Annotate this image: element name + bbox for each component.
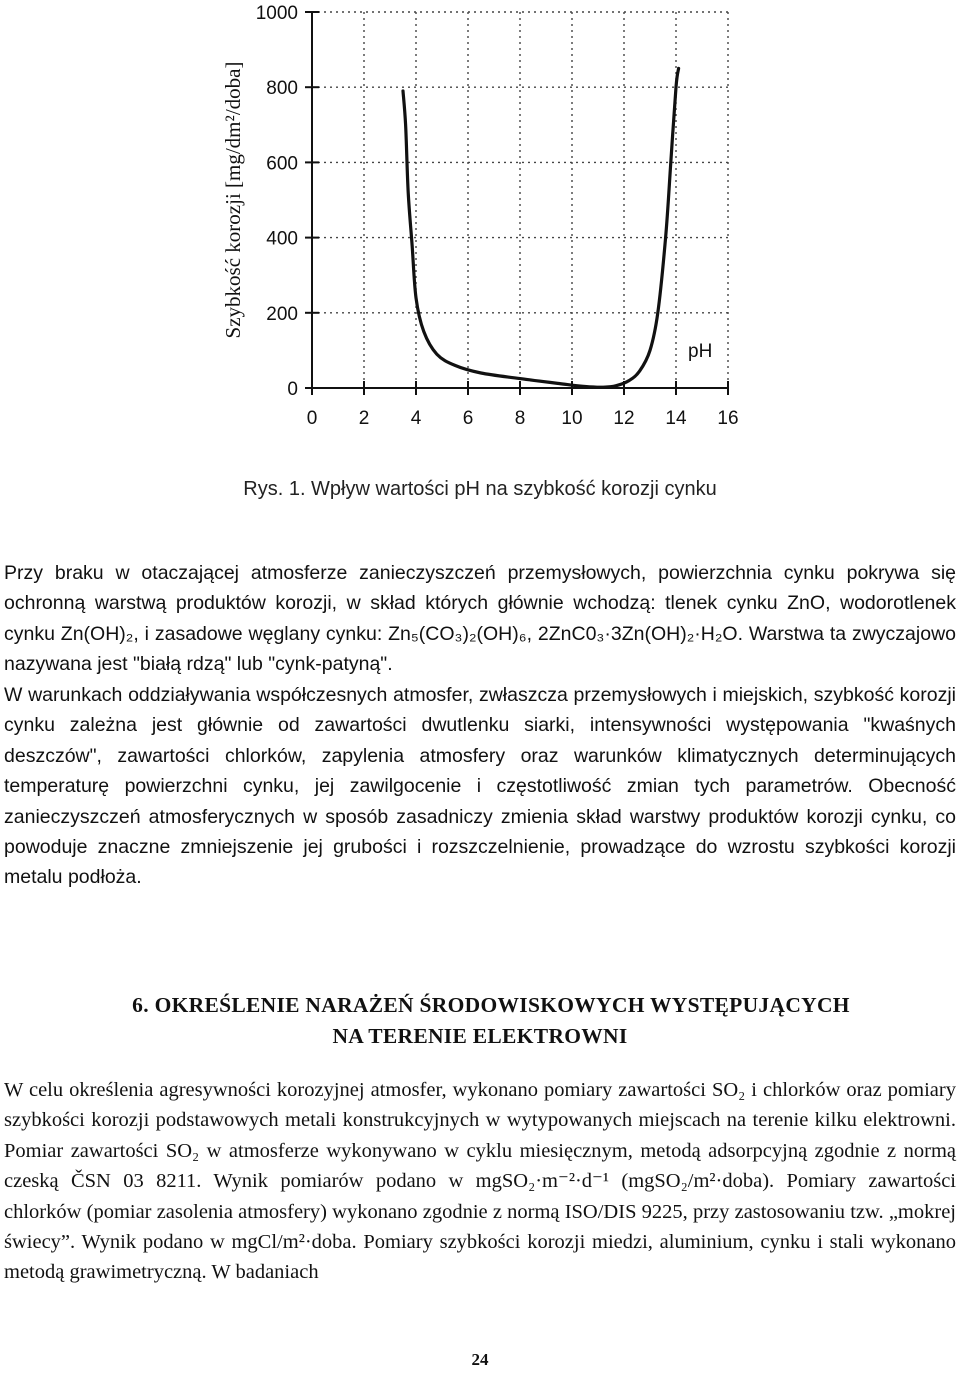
section-heading-line2: NA TERENIE ELEKTROWNI xyxy=(332,1024,628,1048)
y-axis-label: Szybkość korozji [mg/dm²/doba] xyxy=(221,61,245,339)
y-tick-label-1: 200 xyxy=(266,303,298,325)
x-tick-label-1: 2 xyxy=(358,408,370,429)
x-tick-label-6: 12 xyxy=(613,408,635,429)
x-tick-label-8: 16 xyxy=(717,408,739,429)
x-tick-label-7: 14 xyxy=(665,408,687,429)
x-tick-label-4: 8 xyxy=(514,408,526,429)
y-tick-label-2: 400 xyxy=(266,228,298,250)
section-heading-line1: 6. OKREŚLENIE NARAŻEŃ ŚRODOWISKOWYCH WYSTĘPUJĄCYCH xyxy=(132,993,850,1017)
y-tick-label-4: 800 xyxy=(266,78,298,100)
section-heading xyxy=(0,990,960,1052)
y-tick-label-0: 0 xyxy=(287,379,298,400)
y-tick-label-5: 1000 xyxy=(255,3,298,24)
series-line-corrosion-rate xyxy=(403,68,679,387)
x-tick-label-3: 6 xyxy=(462,408,474,429)
y-tick-label-3: 600 xyxy=(266,153,298,175)
x-tick-label-2: 4 xyxy=(410,408,422,429)
x-tick-label-0: 0 xyxy=(306,408,318,429)
page-number: 24 xyxy=(471,1350,489,1369)
paragraph-atmospheric-conditions: W warunkach oddziaływania współczesnych atmosfer, zwłaszcza przemysłowych i miejskich, szybkość korozji cynku zależna jest głównie od zawartości dwutlenku siarki, intensywności występowania "kwaśnych deszczów", zawartości chlorków, zapylenia atmosfery oraz warunków klimatycznych determinujących temperaturę powierzchni cynku, jej zawilgocenie i częstotliwość zmian tych parametrów. Obecność zanieczyszczeń atmosferycznych w sposób zasadniczy zmienia skład warstwy produktów korozji cynku, co powoduje znaczne zmniejszenie jej grubości i rozszczelnienie, prowadzące do wzrostu szybkości korozji metalu podłoża. xyxy=(4,684,956,889)
paragraph-zinc-products: Przy braku w otaczającej atmosferze zanieczyszczeń przemysłowych, powierzchnia cynku pokrywa się ochronną warstwą produktów korozji, w skład których głównie wchodzą: tlenek cynku ZnO, wodorotlenek cynku Zn(OH)₂, i zasadowe węglany cynku: Zn₅(CO₃)₂(OH)₆, 2ZnC0₃·3Zn(OH)₂·H₂O. Warstwa ta zwyczajowo nazywana jest "białą rdzą" lub "cynk-patyną". xyxy=(4,562,956,676)
x-tick-label-5: 10 xyxy=(561,408,583,429)
chart-grid xyxy=(312,12,728,388)
figure-caption: Rys. 1. Wpływ wartości pH na szybkość korozji cynku xyxy=(243,478,717,500)
paragraph-measurements: W celu określenia agresywności korozyjnej atmosfer, wykonano pomiary zawartości SO₂ i chlorków oraz pomiary szybkości korozji podstawowych metali konstrukcyjnych w wytypowanych miejscach na terenie kilku elektrowni. Pomiar zawartości SO₂ w atmosferze wykonywano w cyklu miesięcznym, metodą adsorpcyjną zgodnie z normą czeską ČSN 03 8211. Wynik pomiarów podano w mgSO₂·m⁻²·d⁻¹ (mgSO₂/m²·doba). Pomiary zawartości chlorków (pomiar zasolenia atmosfery) wykonano zgodnie z normą ISO/DIS 9225, przy zastosowaniu tzw. „mokrej świecy”. Wynik podano w mgCl/m²·doba. Pomiary szybkości korozji miedzi, aluminium, cynku i stali wykonano metodą grawimetryczną. W badaniach xyxy=(4,1079,956,1284)
x-axis-label: pH xyxy=(688,341,713,362)
chart-axes xyxy=(305,12,728,395)
corrosion-ph-chart xyxy=(200,0,760,440)
